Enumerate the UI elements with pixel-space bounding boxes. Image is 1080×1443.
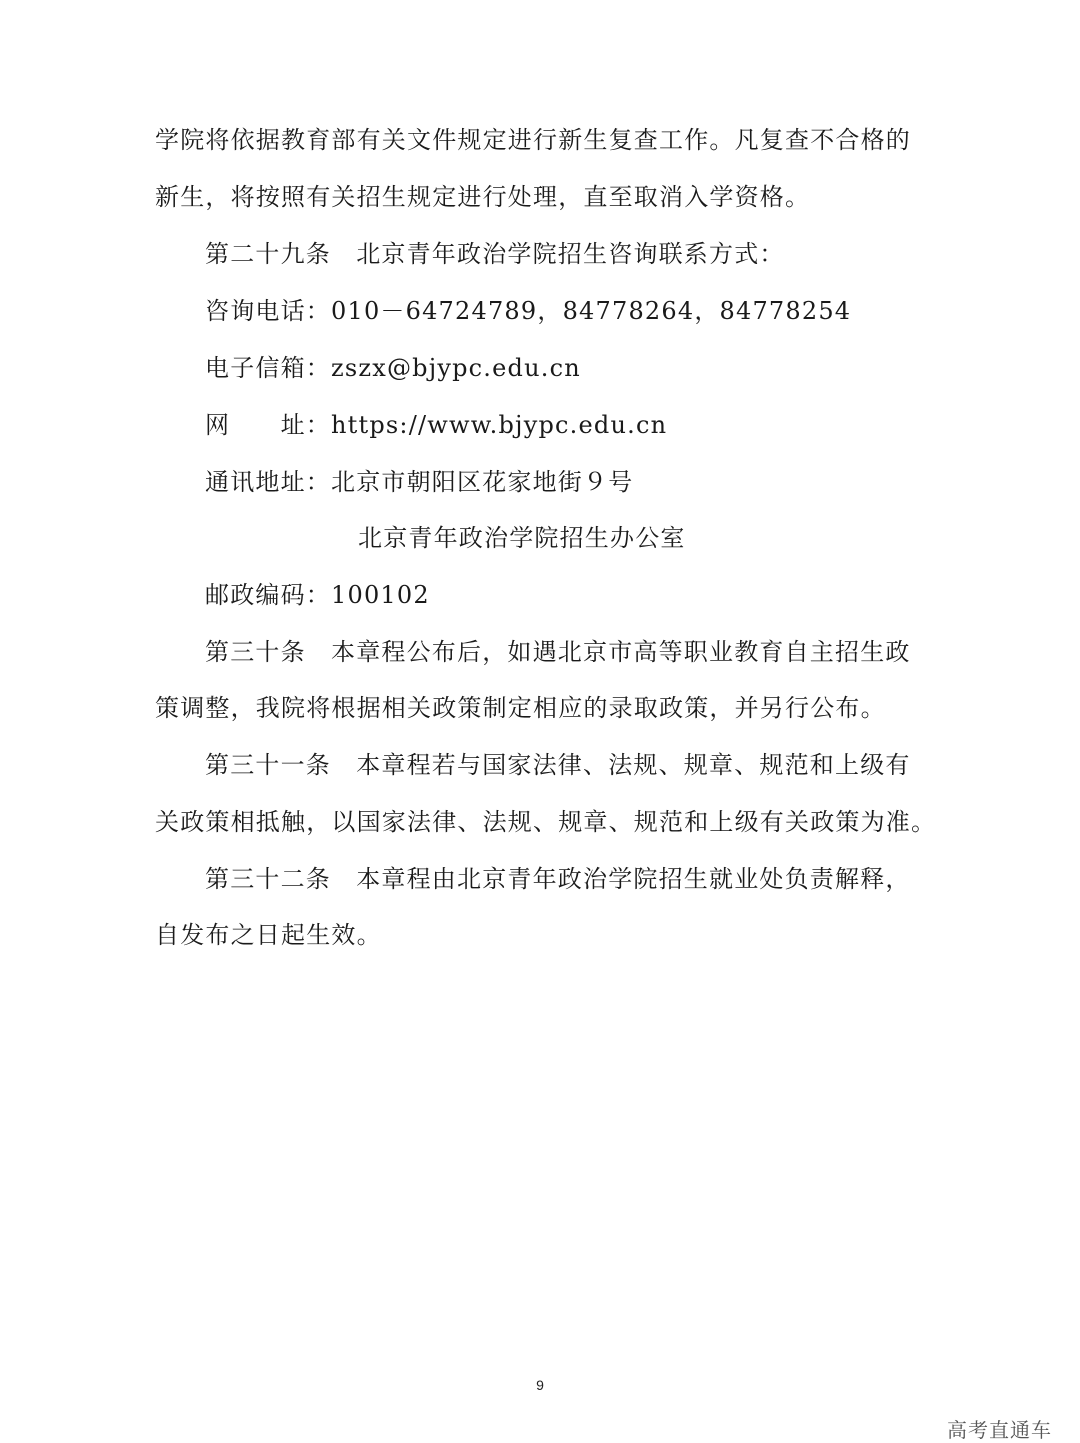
- article-32-line: 第三十二条 本章程由北京青年政治学院招生就业处负责解释，: [205, 865, 911, 893]
- article-32-line: 自发布之日起生效。: [155, 921, 382, 949]
- article-30-line: 策调整，我院将根据相关政策制定相应的录取政策，并另行公布。: [155, 694, 886, 722]
- contact-postcode: 邮政编码：100102: [205, 581, 430, 609]
- contact-address: 通讯地址：北京市朝阳区花家地街９号: [205, 468, 634, 496]
- article-30-line: 第三十条 本章程公布后，如遇北京市高等职业教育自主招生政: [205, 638, 911, 666]
- paragraph-line: 学院将依据教育部有关文件规定进行新生复查工作。凡复查不合格的: [155, 126, 911, 154]
- page-number: 9: [536, 1377, 544, 1393]
- contact-email: 电子信箱：zszx@bjypc.edu.cn: [205, 354, 581, 382]
- article-31-line: 第三十一条 本章程若与国家法律、法规、规章、规范和上级有: [205, 751, 911, 779]
- contact-website: 网 址：https://www.bjypc.edu.cn: [205, 411, 668, 439]
- paragraph-line: 新生，将按照有关招生规定进行处理，直至取消入学资格。: [155, 183, 811, 211]
- article-29-heading: 第二十九条 北京青年政治学院招生咨询联系方式：: [205, 240, 785, 268]
- article-31-line: 关政策相抵触，以国家法律、法规、规章、规范和上级有关政策为准。: [155, 808, 937, 836]
- watermark: 高考直通车: [947, 1418, 1052, 1442]
- contact-phone: 咨询电话：010－64724789，84778264，84778254: [205, 297, 852, 325]
- contact-office: 北京青年政治学院招生办公室: [358, 524, 686, 552]
